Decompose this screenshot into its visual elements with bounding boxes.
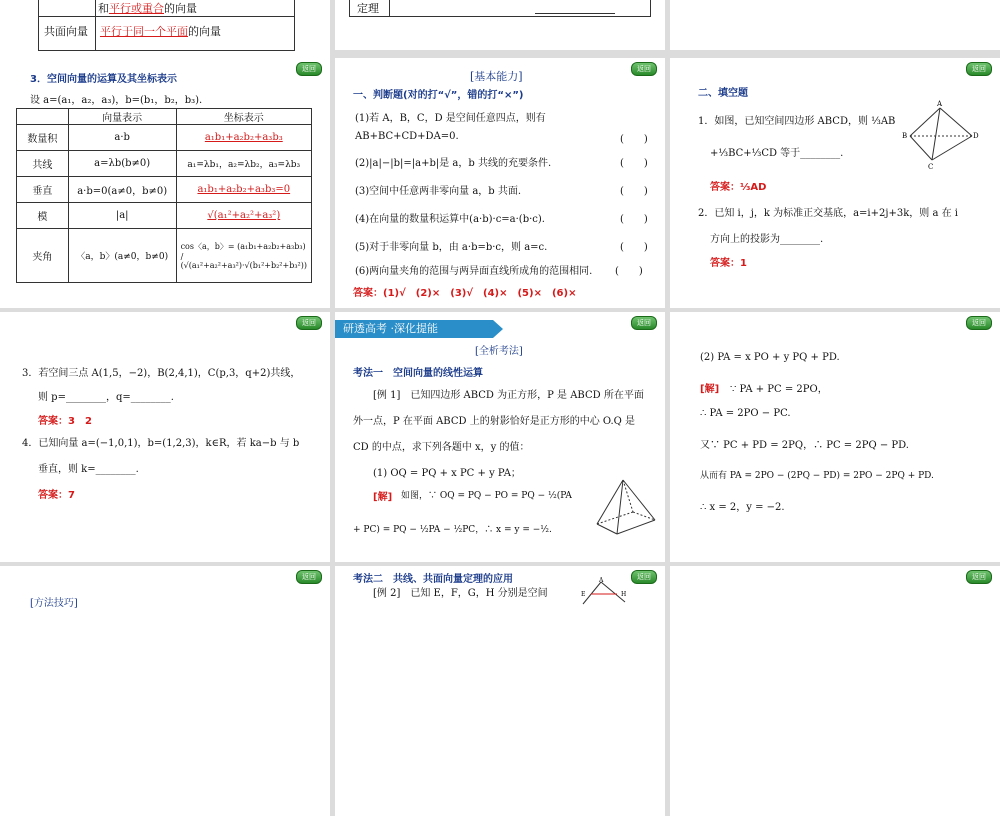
question-1: (1)若 A，B，C，D 是空间任意四点，则有 AB+BC+CD+DA=0.: [355, 113, 546, 142]
row-name: 模: [17, 203, 69, 229]
row-vec: 〈a，b〉(a≠0，b≠0): [68, 229, 176, 283]
vertex-label: B: [902, 132, 908, 140]
slide-1: [0, 0, 330, 60]
question-4b: 垂直，则 k=________.: [38, 464, 139, 475]
solution-line-4: 又∵ PC + PD = 2PQ，∴ PC = 2PQ − PD.: [700, 440, 909, 451]
row-vec: a·b: [68, 125, 176, 151]
back-button[interactable]: 返回: [631, 62, 657, 76]
table-frame: [349, 0, 651, 17]
example-line-3: CD 的中点，求下列各题中 x，y 的值：: [353, 442, 530, 453]
example-line-1: [例 1] 已知四边形 ABCD 为正方形，P 是 ABCD 所在平面: [373, 390, 644, 401]
example-line: [例 2] 已知 E，F，G，H 分别是空间: [373, 588, 548, 599]
back-button[interactable]: 返回: [296, 62, 322, 76]
slide-11: [335, 566, 665, 816]
intro-text: 设 a=(a₁，a₂，a₃)，b=(b₁，b₂，b₃).: [30, 95, 203, 106]
question-4a: 4．已知向量 a=(−1,0,1)，b=(1,2,3)，k∈R，若 ka−b 与 b: [22, 438, 300, 449]
question-3: (3)空间中任意两非零向量 a，b 共面.: [355, 186, 522, 197]
solution-line-2: + PC) = PQ − ½PA − ½PC，∴ x = y = −½.: [353, 525, 552, 535]
row-coord: a₁b₁+a₂b₂+a₃b₃=0: [176, 177, 311, 203]
answer-1: 答案：⅓AD: [710, 182, 767, 193]
method-tips: [方法技巧]: [30, 598, 78, 609]
slide-5: [335, 58, 665, 308]
operations-table: [16, 108, 312, 283]
paren: ( ): [620, 158, 648, 169]
col-divider: [95, 0, 96, 50]
method-title: 考法一 空间向量的线性运算: [353, 368, 483, 379]
row-coord: a₁=λb₁，a₂=λb₂，a₃=λb₃: [176, 151, 311, 177]
answer: 答案：(1)√ (2)× (3)√ (4)× (5)× (6)×: [353, 288, 577, 299]
vertex-label: E: [581, 591, 586, 598]
slide-6: [670, 58, 1000, 308]
row-name: 数量积: [17, 125, 69, 151]
figure: [577, 576, 637, 606]
header-cell: 向量表示: [68, 109, 176, 125]
row-vec: a·b=0(a≠0，b≠0): [68, 177, 176, 203]
example-line-2: 外一点，P 在平面 ABCD 上的射影恰好是正方形的中心 O.Q 是: [353, 416, 636, 427]
paren: ( ): [620, 214, 648, 225]
solution-tag: [解]: [373, 492, 393, 503]
slide-4: [0, 58, 330, 308]
question-4: (4)在向量的数量积运算中(a·b)·c=a·(b·c).: [355, 214, 545, 225]
vertex-label: D: [973, 132, 979, 140]
section-banner: 研透高考 ·深化提能: [335, 320, 493, 338]
solution-line-3: ∴ PA = 2PO − PC.: [700, 408, 791, 419]
row2-text: 平行于同一个平面的向量: [100, 25, 221, 38]
question-2a: 2．已知 i，j，k 为标准正交基底，a=i+2j+3k，则 a 在 i: [698, 208, 958, 219]
solution-line-1: (2) PA = x PO + y PQ + PD.: [700, 352, 840, 363]
paren: ( ): [620, 242, 648, 253]
back-button[interactable]: 返回: [296, 570, 322, 584]
vertex-label: A: [937, 100, 943, 108]
question-2: (2)|a|−|b|=|a+b|是 a，b 共线的充要条件.: [355, 158, 552, 169]
slide-8: [335, 312, 665, 562]
back-button[interactable]: 返回: [966, 62, 992, 76]
paren: ( ): [620, 186, 648, 197]
answer-3: 答案：3 2: [38, 416, 92, 427]
table-divider: [38, 16, 294, 17]
paren: ( ): [615, 266, 643, 277]
question-6: (6)两向量夹角的范围与两异面直线所成角的范围相同.: [355, 266, 593, 277]
pyramid-figure: [593, 476, 659, 538]
section-header: [基本能力]: [470, 70, 523, 83]
slide-2: [335, 0, 665, 50]
blank-line: [535, 13, 615, 14]
row-name: 夹角: [17, 229, 69, 283]
row-coord: cos〈a，b〉= (a₁b₁+a₂b₂+a₃b₃) / (√(a₁²+a₂²+a₃²)·√(b₁²+b₂²+b₃²)): [176, 229, 311, 283]
row1-text: 和平行或重合的向量: [98, 2, 197, 15]
row-coord: √(a₁²+a₂²+a₃²): [176, 203, 311, 229]
question-3b: 则 p=________，q=________.: [38, 392, 174, 403]
header-cell: [17, 109, 69, 125]
row-vec: |a|: [68, 203, 176, 229]
method-title: 考法二 共线、共面向量定理的应用: [353, 574, 513, 585]
slide-3: [670, 0, 1000, 50]
vertex-label: H: [621, 591, 627, 598]
theorem-label: 定理: [357, 2, 379, 15]
row-name: 垂直: [17, 177, 69, 203]
solution-line-6: ∴ x = 2，y = −2.: [700, 502, 785, 513]
tetrahedron-figure: [902, 100, 978, 170]
vertex-label: A: [599, 577, 604, 584]
row2-label: 共面向量: [44, 25, 88, 38]
back-button[interactable]: 返回: [966, 570, 992, 584]
col-divider: [389, 0, 390, 16]
section-title: 二、填空题: [698, 88, 748, 99]
question-1b: +⅓BC+⅓CD 等于________.: [710, 148, 844, 159]
slide-7: [0, 312, 330, 562]
back-button[interactable]: 返回: [631, 570, 657, 584]
vertex-label: C: [928, 163, 934, 171]
back-button[interactable]: 返回: [966, 316, 992, 330]
section-title: 3．空间向量的运算及其坐标表示: [30, 74, 177, 85]
row-vec: a=λb(b≠0): [68, 151, 176, 177]
solution-line-5: 从而有 PA = 2PO − (2PQ − PD) = 2PO − 2PQ + PD.: [700, 471, 934, 481]
question-1a: 1．如图，已知空间四边形 ABCD，则 ⅓AB: [698, 116, 896, 127]
slide-10: [0, 566, 330, 816]
solution-tag: [解]: [700, 384, 720, 395]
answer-2: 答案：1: [710, 258, 747, 269]
section-title: 一、判断题(对的打“√”，错的打“×”): [353, 90, 524, 101]
solution-line-1: 如图，∵ OQ = PQ − PO = PQ − ½(PA: [401, 491, 572, 501]
slide-9: [670, 312, 1000, 562]
section-header: [全析考法]: [475, 346, 523, 357]
slide-12: [670, 566, 1000, 816]
question-2b: 方向上的投影为________.: [710, 234, 824, 245]
question-5: (5)对于非零向量 b，由 a·b=b·c，则 a=c.: [355, 242, 548, 253]
row-coord: a₁b₁+a₂b₂+a₃b₃: [176, 125, 311, 151]
answer-4: 答案：7: [38, 490, 75, 501]
example-line-4: (1) OQ = PQ + x PC + y PA；: [373, 468, 521, 479]
header-cell: 坐标表示: [176, 109, 311, 125]
solution-line-2: ∵ PA + PC = 2PO，: [730, 384, 828, 395]
back-button[interactable]: 返回: [631, 316, 657, 330]
row-name: 共线: [17, 151, 69, 177]
paren: ( ): [620, 134, 648, 145]
back-button[interactable]: 返回: [296, 316, 322, 330]
question-3a: 3．若空间三点 A(1,5，−2)，B(2,4,1)，C(p,3，q+2)共线，: [22, 368, 301, 379]
